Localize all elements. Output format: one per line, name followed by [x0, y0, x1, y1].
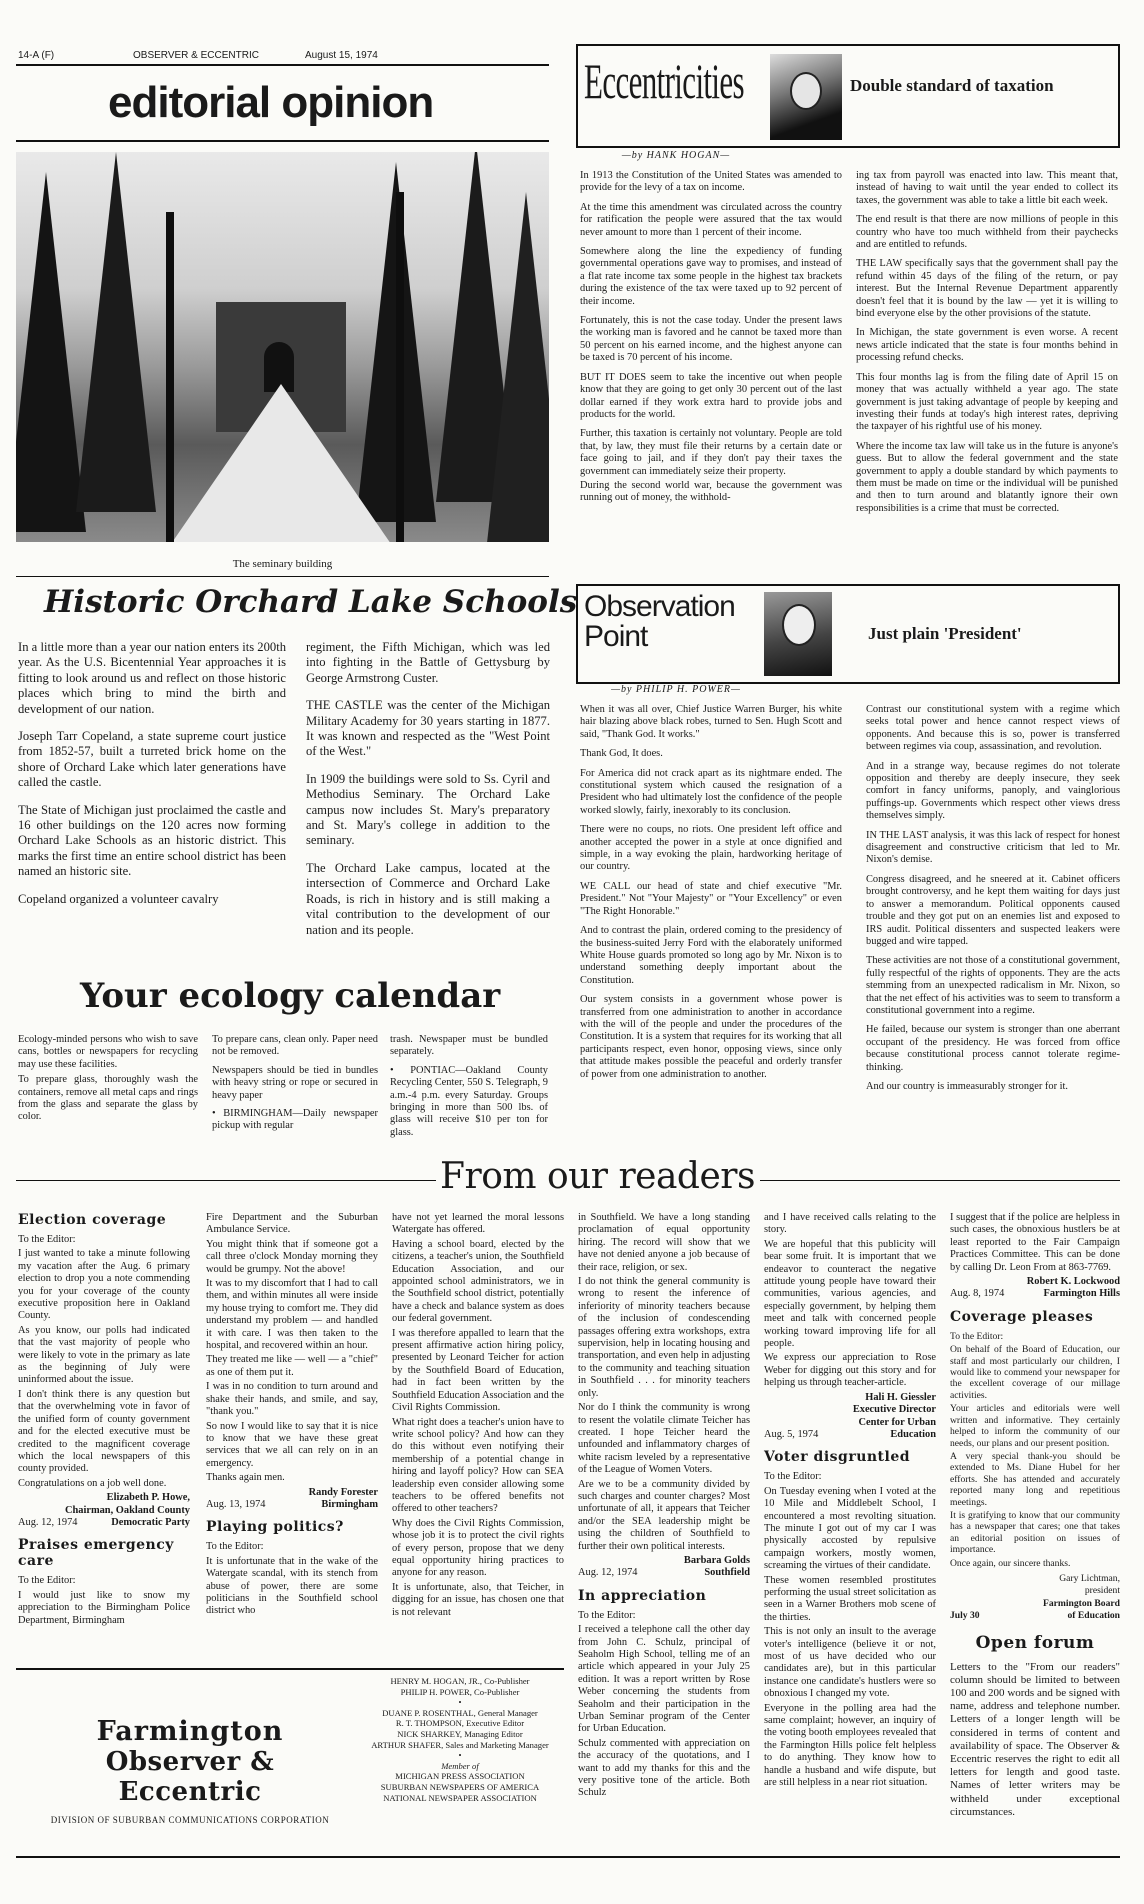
letter-headline: Coverage pleases: [950, 1308, 1094, 1325]
paragraph: regiment, the Fifth Michigan, which was led into fighting in the Battle of Gettysburg by George Armstrong Custer.: [306, 640, 550, 685]
paragraph: This four months lag is from the filing date of April 15 on money that was actually withheld a year ago. The state government is just taking advantage of people by keeping and investing their funds at today's high interest rates, depriving the taxpayer of his rightful use of his money.: [856, 371, 1118, 433]
readers-col-3: [392, 1212, 564, 1626]
letter-date: Aug. 8, 1974: [950, 1288, 1005, 1300]
seminary-photo: [16, 152, 549, 542]
paragraph: I suggest that if the police are helpless in such cases, the obnoxious hustlers be at least reported to the Fair Campaign Practices Committee. This can be done by calling Dr. Leon From at 863-7769.: [950, 1212, 1120, 1273]
letter-date: Aug. 5, 1974: [764, 1428, 819, 1440]
eccentricities-header: [576, 44, 1120, 148]
eccentricities-byline: —by HANK HOGAN—: [621, 150, 731, 161]
paragraph: It is unfortunate, also, that Teicher, in digging for an issue, has chosen one that is not relevant: [392, 1581, 564, 1618]
paragraph: To the Editor:: [18, 1234, 76, 1245]
paragraph: Congratulations on a job well done.: [18, 1477, 167, 1489]
paragraph: And to contrast the plain, ordered coming to the presidency of the business-suited Jerry Ford with the elaborately uniformed White House guards promoted so long ago by Mr. Nixon is to understand something deeply important about the Constitution.: [580, 925, 842, 986]
staff-line: PHILIP H. POWER, Co-Publisher: [400, 1686, 520, 1697]
staff-line: R. T. THOMPSON, Executive Editor: [395, 1718, 525, 1729]
ecology-headline: Your ecology calendar: [80, 976, 501, 1016]
signature-line: [950, 1288, 1120, 1300]
observation-logo: [584, 592, 735, 652]
readers-col-2: [206, 1212, 378, 1625]
paragraph: WE CALL our head of state and chief executive "Mr. President." Not "Your Majesty" or "Your Excellency" or even "The Right Honorable.": [580, 880, 842, 917]
paragraph: On Tuesday evening when I voted at the 10 Mile and Middlebelt School, I encountered a most revolting situation. The minute I got out of my car I was physically accosted by repulsive campaign workers, mostly women, screaming the virtues of their candidate.: [764, 1485, 936, 1572]
paragraph: Fire Department and the Suburban Ambulance Service.: [206, 1212, 378, 1236]
open-forum-headline: Open forum: [975, 1632, 1095, 1653]
signature: Farmington Board: [1042, 1597, 1120, 1609]
signature: of Education: [1067, 1610, 1120, 1622]
observation-col-2: [866, 704, 1120, 1100]
paragraph: Fortunately, this is not the case today. Under the present laws the working man is favored and he cannot be taxed more than 50 percent on his earned income, and the highest anyone can be taxed is 70 percent of his income.: [580, 315, 842, 364]
letter-date: Aug. 12, 1974: [18, 1516, 78, 1528]
eccentricities-col-1: [580, 170, 842, 512]
paragraph: To prepare cans, clean only. Paper need not be removed.: [212, 1034, 378, 1058]
letter-headline: Election coverage: [18, 1212, 167, 1228]
readers-col-4: [578, 1212, 750, 1807]
readers-banner: From our readers: [440, 1156, 755, 1197]
staff-line: •: [458, 1750, 462, 1761]
signature: Birmingham: [321, 1498, 378, 1510]
paragraph: THE LAW specifically says that the government shall pay the refund within 45 days of the filing of the return, or pay interest. But the Internal Revenue Department apparently doesn't feel that it is bound by the law — yet it is willing to bind everyone else by the other provisions of the statute.: [856, 258, 1118, 320]
letter-headline: In appreciation: [578, 1587, 707, 1604]
paragraph: have not yet learned the moral lessons Watergate has offered.: [392, 1212, 564, 1236]
staff-line: ARTHUR SHAFER, Sales and Marketing Manager: [371, 1739, 549, 1750]
columnist-portrait: [764, 592, 832, 676]
paragraph: The end result is that there are now millions of people in this country who have too much withheld from their paychecks and are entitled to refunds.: [856, 214, 1118, 251]
signature: Education: [890, 1428, 936, 1440]
paragraph: During the second world war, because the government was running out of money, the withhold-: [580, 479, 842, 504]
masthead-logo: [30, 1716, 350, 1825]
paragraph: trash. Newspaper must be bundled separately.: [390, 1034, 548, 1058]
signature: Elizabeth P. Howe,: [106, 1492, 190, 1504]
observation-byline: —by PHILIP H. POWER—: [611, 684, 741, 695]
eccentricities-title: Double standard of taxation: [850, 76, 1054, 95]
paragraph: Further, this taxation is certainly not voluntary. People are told that, by law, they must file their returns by a certain date or face going to jail, and if they don't pay their taxes the government can immediately seize their property.: [580, 428, 842, 477]
letter-headline: Praises emergency care: [18, 1537, 174, 1570]
paragraph: And our country is immeasurably stronger for it.: [866, 1080, 1068, 1092]
paragraph: On behalf of the Board of Education, our staff and most particularly our children, I would like to commend your newspaper for the excellent coverage of our millage activities.: [950, 1344, 1120, 1401]
paragraph: BUT IT DOES seem to take the incentive out when people know that they are going to get only 30 percent out of the last dollar earned if they work extra hard to provide jobs and products for the world.: [580, 371, 842, 420]
observation-header: [576, 584, 1120, 684]
paragraph: I was therefore appalled to learn that the present affirmative action hiring policy, presented by Leonard Teicher for action by the Southfield Board of Education, had in fact been written by the Southfield Education Association and the Civil Rights Commission.: [392, 1327, 564, 1414]
eccentricities-logo: Eccentricities: [584, 53, 745, 109]
paragraph: There were no coups, no riots. One president left office and another accepted the power in a style at once dignified and simple, in a way evoking the plain, hardworking heritage of our country.: [580, 824, 842, 873]
paragraph: Why does the Civil Rights Commission, whose job it is to protect the civil rights of every person, propose that we deny equal opportunity hiring practices to anyone for any reason.: [392, 1517, 564, 1579]
observation-logo-line-1: Observation: [584, 590, 735, 623]
letter-headline: Playing politics?: [206, 1519, 344, 1536]
masthead-line-1: Farmington: [96, 1716, 284, 1747]
paragraph: In 1909 the buildings were sold to Ss. Cyril and Methodius Seminary. The Orchard Lake campus now includes St. Mary's preparatory and St. Mary's college in addition to the seminary.: [306, 771, 550, 848]
letter-date: July 30: [950, 1610, 980, 1622]
readers-col-5: [764, 1212, 936, 1796]
signature: Democratic Party: [111, 1516, 190, 1528]
signature-line: [206, 1499, 378, 1511]
paragraph: Copeland organized a volunteer cavalry: [18, 891, 219, 906]
paragraph: I don't think there is any question but that the overwhelming vote in favor of the unified form of county government and for the elected executive must be credited to the magnificent coverage which the local newspapers of this county provided.: [18, 1388, 190, 1475]
paragraph: It is unfortunate that in the wake of the Watergate scandal, with its stench from abuse of power, there are some politicians in the Southfield school district who: [206, 1555, 378, 1617]
signature-line: [950, 1610, 1120, 1622]
paragraph: It is gratifying to know that our community has a newspaper that cares; one that takes an editorial position on issues of importance.: [950, 1509, 1120, 1556]
signature: Hali H. Giessler: [865, 1391, 936, 1403]
paragraph: The Orchard Lake campus, located at the intersection of Commerce and Orchard Lake Roads, is rich in history and is still making a vital contribution to the development of our nation and its people.: [306, 860, 550, 937]
paragraph: Congress disagreed, and he sneered at it. Cabinet officers brought controversy, and he kept them waiting for days just to answer a memorandum. Political opponents caused trouble and they got put on an enemies list and exposed to IRS audit. Political dissenters and suspected leakers were bugged and wire tapped.: [866, 873, 1120, 947]
signature: Executive Director: [852, 1404, 936, 1416]
page-number: 14-A (F): [18, 50, 55, 61]
staff-line: HENRY M. HOGAN, JR., Co-Publisher: [390, 1676, 530, 1686]
paragraph: ing tax from payroll was enacted into law. This meant that, instead of having to wait until the year ended to collect its taxes, the government was able to take a little bit each week.: [856, 170, 1118, 206]
paragraph: He failed, because our system is stronger than one aberrant occupant of the presidency. He was forced from office because constitutional process cannot tolerate regime-thinking.: [866, 1024, 1120, 1073]
issue-date: August 15, 1974: [305, 50, 378, 61]
paragraph: Schulz commented with appreciation on the accuracy of the quotations, and I want to add my thanks for this and the very positive tone of the article. Both Schulz: [578, 1737, 750, 1799]
signature: president: [1084, 1585, 1120, 1597]
paragraph: To the Editor:: [950, 1330, 1004, 1342]
paragraph: Newspapers should be tied in bundles with heavy string or rope or secured in heavy paper: [212, 1064, 378, 1101]
masthead-division: DIVISION OF SUBURBAN COMMUNICATIONS CORPORATION: [50, 1815, 330, 1825]
ecology-col-2: [212, 1034, 378, 1140]
paragraph: This is not only an insult to the average voter's intelligence (believe it or not, most of us have decided who our candidates are), but in this particular instance one candidate's hustlers were so obnoxious I changed my vote.: [764, 1626, 936, 1700]
paragraph: Where the income tax law will take us in the future is anyone's guess. But to allow the federal government and the state government to apply a double standard by which payments to them must be made on time or the individual will be punished and then to turn around and blatantly ignore their own responsibilities is a crime that must be corrected.: [856, 440, 1118, 514]
staff-line: Member of: [441, 1760, 479, 1771]
signature: Robert K. Lockwood: [1026, 1276, 1120, 1288]
paragraph: When it was all over, Chief Justice Warren Burger, his white hair blazing above black robes, turned to Sen. Hugh Scott and said, "Thank God. It works.": [580, 704, 842, 740]
paragraph: Are we to be a community divided by such charges and counter charges? Most unfortunate of all, it appears that Teicher and/or the SEA leadership might be using the children of Southfield to further their own political interests.: [578, 1478, 750, 1552]
letter-date: Aug. 12, 1974: [578, 1567, 638, 1579]
paragraph: I just wanted to take a minute following my vacation after the Aug. 6 primary election to drop you a note commending you for your coverage of the county executive proposition here in Oakland County.: [18, 1248, 190, 1322]
paragraph: • PONTIAC—Oakland County Recycling Center, 550 S. Telegraph, 9 a.m.-4 p.m. every Saturday. Groups bringing in more than 500 lbs. of glass will receive $10 per ton for glass.: [390, 1064, 548, 1138]
paragraph: IN THE LAST analysis, it was this lack of respect for honest disagreement and constructive criticism that led to Mr. Nixon's demise.: [866, 829, 1120, 866]
paragraph: Nor do I think the community is wrong to resent the volatile climate Teicher has created. I hope Teicher heard the unfounded and inflammatory charges of white racism leveled by a representative of the League of Women Voters.: [578, 1402, 750, 1476]
signature-line: [578, 1567, 750, 1579]
signature: Center for Urban: [858, 1416, 936, 1428]
paragraph: Everyone in the polling area had the same complaint; however, an inquiry of the voting booth employees revealed that the Farmington Hills police felt helpless to do anything. They know how to handle a husband and wife dispute, but are still helpless in a near riot situation.: [764, 1702, 936, 1789]
paragraph: Having a school board, elected by the citizens, a teacher's union, the Southfield Education Association, and our appointed school administrators, we in the Southfield school district, potentially have a check and balance system as does our federal government.: [392, 1238, 564, 1325]
signature: Southfield: [704, 1567, 750, 1579]
masthead-staff: [356, 1676, 564, 1803]
paragraph: I would just like to snow my appreciation to the Birmingham Police Department, Birmingham: [18, 1589, 190, 1626]
paragraph: Thanks again men.: [206, 1472, 285, 1484]
paragraph: To the Editor:: [206, 1541, 264, 1553]
editorial-opinion-header: editorial opinion: [108, 78, 434, 127]
paragraph: They treated me like — well — a "chief" as one of them put it.: [206, 1354, 378, 1378]
paragraph: Contrast our constitutional system with a regime which seeks total power and hence cannot respect views of opponents. And because this is so, power is transferred between regimes via coup, assassination, and revolution.: [866, 704, 1120, 753]
staff-line: MICHIGAN PRESS ASSOCIATION: [395, 1771, 525, 1782]
paragraph: We are hopeful that this publicity will bear some fruit. It is important that we endeavor to counteract the negative attitude young people have toward their communities, various agencies, and especially government, by helping them meet and talk with concerned people working toward improving life for all people.: [764, 1238, 936, 1350]
observation-title: Just plain 'President': [868, 624, 1022, 643]
paragraph: These women resembled prostitutes performing the usual street solicitation as seen in a Warner Brothers mob scene of the thirties.: [764, 1574, 936, 1623]
paper-name: OBSERVER & ECCENTRIC: [133, 50, 259, 61]
paragraph: To the Editor:: [18, 1575, 76, 1587]
paragraph: In 1913 the Constitution of the United States was amended to provide for the levy of a tax on income.: [580, 170, 842, 194]
paragraph: At the time this amendment was circulated across the country for ratification the people were assured that the tax would never amount to more than 1 percent of their income.: [580, 201, 842, 238]
paragraph: I received a telephone call the other day from John C. Schulz, principal of Seaholm High School, telling me of an article which appeared in your July 25 edition. It was a report written by Rose Weber concerning the students from Seaholm and their participation in the Urban Seminar program of the Center for Urban Education.: [578, 1624, 750, 1735]
signature-line: [18, 1517, 190, 1529]
paragraph: I do not think the general community is wrong to resent the inference of inferiority of minority teachers because of the inclusion of condescending passages offering extra workshops, extra supervision, help in locating housing and transportation, and even help in adjusting to the community and teaching situation in Southfield . . . for minority teachers only.: [578, 1276, 750, 1399]
paragraph: THE CASTLE was the center of the Michigan Military Academy for 30 years starting in 1877. It was known and respected as the "West Point of the West.": [306, 698, 550, 759]
staff-line: •: [458, 1697, 462, 1708]
paragraph: As you know, our polls had indicated that the vast majority of people who were likely to vote in the primary as late as the beginning of July were uninformed about the issue.: [18, 1324, 190, 1386]
paragraph: In a little more than a year our nation enters its 200th year. As the U.S. Bicentennial Year approaches it is fitting to look around us and reflect on those historic places which bring to mind the birth and development of our nation.: [18, 640, 286, 716]
paragraph: Letters to the "From our readers" column should be limited to between 100 and 200 words and be signed with name, address and telephone number. Letters of a longer length will be considered in terms of content and availability of space. The Observer & Eccentric reserves the right to edit all letters for length and good taste. Names of letter writers may be withheld under exceptional circumstances.: [950, 1660, 1120, 1818]
observation-col-1: [580, 704, 842, 1088]
readers-col-1: [18, 1212, 190, 1634]
observation-logo-line-2: Point: [584, 620, 648, 653]
letter-headline: Voter disgruntled: [764, 1449, 911, 1466]
paragraph: Joseph Tarr Copeland, a state supreme court justice from 1852-57, built a turreted brick home on the shore of Orchard Lake which later generations have called the castle.: [18, 729, 286, 790]
ecology-col-3: [390, 1034, 548, 1146]
signature-line: [764, 1429, 936, 1441]
paragraph: The State of Michigan just proclaimed the castle and 16 other buildings on the 120 acres now forming Orchard Lake Schools as an historic district. This marks the first time an entire school district has been named an historic site.: [18, 802, 286, 879]
signature: Farmington Hills: [1043, 1288, 1120, 1300]
staff-line: DUANE P. ROSENTHAL, General Manager: [382, 1707, 538, 1718]
paragraph: I was in no condition to turn around and shake their hands, and smile, and say, "thank you.": [206, 1381, 378, 1418]
paragraph: We express our appreciation to Rose Weber for digging out this story and for helping us through teacher-article.: [764, 1352, 936, 1389]
paragraph: in Southfield. We have a long standing proclamation of equal opportunity hiring. The record will show that we have not denied anyone a job because of their race, religion, or sex.: [578, 1212, 750, 1273]
letter-date: Aug. 13, 1974: [206, 1498, 266, 1510]
signature: Barbara Golds: [683, 1554, 750, 1566]
masthead-line-2: Observer & Eccentric: [105, 1747, 275, 1807]
paragraph: To the Editor:: [764, 1471, 822, 1483]
staff-line: NATIONAL NEWSPAPER ASSOCIATION: [383, 1792, 537, 1803]
paragraph: Our system consists in a government whose power is transferred from one administration to another in accordance with the will of the people and under the procedures of the Constitution. It is a system that requires for its working that all participants respect, even honor, opposing views, since only that attitude makes possible the peaceful and orderly transfer of power from one administration to another.: [580, 994, 842, 1080]
orchard-headline: Historic Orchard Lake Schools: [44, 584, 578, 620]
columnist-portrait: [770, 54, 842, 140]
orchard-col-2: [306, 640, 550, 945]
staff-line: SUBURBAN NEWSPAPERS OF AMERICA: [380, 1781, 540, 1792]
signature: Randy Forester: [308, 1486, 378, 1498]
orchard-col-1: [18, 640, 286, 914]
paragraph: and I have received calls relating to the story.: [764, 1212, 936, 1236]
signature: Chairman, Oakland County: [64, 1504, 190, 1516]
paragraph: You might think that if someone got a call three o'clock Monday morning they would be grumpy. Not the above!: [206, 1238, 378, 1275]
paragraph: Somewhere along the line the expediency of funding governmental operations gave way to promises, and instead of a flat rate income tax some people in the highest tax brackets during the existence of the tax were taxed up to 92 percent of their income.: [580, 246, 842, 307]
readers-col-6: [950, 1212, 1120, 1826]
paragraph: So now I would like to say that it is nice to know that we have these great services that we all can rely on in an emergency.: [206, 1420, 378, 1469]
paragraph: It was to my discomfort that I had to call them, and within minutes all were inside my house trying to comfort me. They did understand my problem — and handled it with care. I was then taken to the hospital, and recovered within an hour.: [206, 1278, 378, 1352]
paragraph: To the Editor:: [578, 1609, 636, 1621]
paragraph: And in a strange way, because regimes do not tolerate opposition and thereby are deeply insecure, they seek comfort in fancy uniforms, panoply, and vainglorious puffings-up. Governments which respect other views dress themselves simply.: [866, 760, 1120, 822]
eccentricities-col-2: [856, 170, 1118, 522]
paragraph: Your articles and editorials were well written and informative. They certainly helped to inform the community of our needs, our plans and our present position.: [950, 1403, 1120, 1449]
paragraph: Ecology-minded persons who wish to save cans, bottles or newspapers for recycling may use these facilities.: [18, 1034, 198, 1070]
paragraph: What right does a teacher's union have to write school policy? And how can they do this without even notifying their membership of a potential change in hiring and layoff policy? How can SEA leadership even consider allowing some teachers to be offered benefits not offered to other teachers?: [392, 1416, 564, 1515]
paragraph: These activities are not those of a constitutional government, fully respectful of the rights of opponents. They are the acts stemming from an unexpected radicalism in Mr. Nixon, so that the net effect of his activities was to seem to transform a constitutional government into a regime.: [866, 955, 1120, 1016]
paragraph: • BIRMINGHAM—Daily newspaper pickup with regular: [212, 1108, 378, 1132]
paragraph: To prepare glass, thoroughly wash the containers, remove all metal caps and rings from the glass and separate the glass by color.: [18, 1074, 198, 1123]
paragraph: Once again, our sincere thanks.: [950, 1557, 1071, 1569]
paragraph: Thank God, It does.: [580, 748, 663, 760]
signature: Gary Lichtman,: [1059, 1572, 1120, 1584]
paragraph: For America did not crack apart as its nightmare ended. The constitutional system which caused the resignation of a President who had ultimately lost the confidence of the people worked slowly, fairly, inexorably to its conclusion.: [580, 767, 842, 816]
ecology-col-1: [18, 1034, 198, 1131]
paragraph: A very special thank-you should be extended to Ms. Diane Hubel for her efforts. She has attended and accurately reported many long and repetitious meetings.: [950, 1450, 1120, 1508]
photo-caption: The seminary building: [232, 558, 333, 570]
staff-line: NICK SHARKEY, Managing Editor: [397, 1728, 523, 1739]
paragraph: In Michigan, the state government is even worse. A recent news article indicated that the state is four months behind in processing refund checks.: [856, 327, 1118, 364]
